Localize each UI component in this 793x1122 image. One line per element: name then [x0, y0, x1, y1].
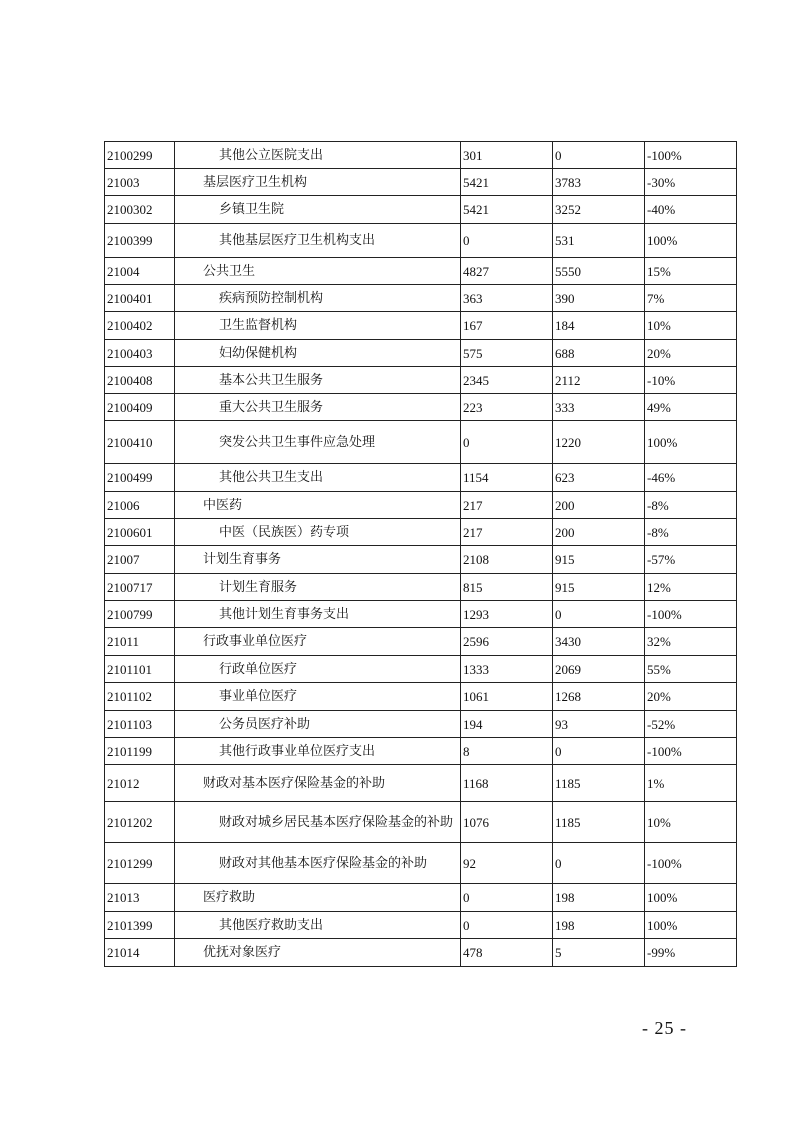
change-percent-cell: -40%	[645, 196, 737, 224]
prior-year-amount-cell: 2108	[461, 546, 553, 574]
change-percent-cell: -100%	[645, 738, 737, 765]
current-year-amount-cell: 3252	[553, 196, 645, 224]
table-row	[105, 519, 737, 546]
table-row	[105, 224, 737, 258]
change-percent-cell: -100%	[645, 601, 737, 628]
prior-year-amount-cell: 0	[461, 421, 553, 464]
prior-year-amount-cell: 1154	[461, 464, 553, 492]
table-row	[105, 884, 737, 912]
table-row	[105, 738, 737, 765]
change-percent-cell: 20%	[645, 340, 737, 367]
table-row	[105, 142, 737, 169]
account-name-cell: 医疗救助	[175, 884, 461, 912]
prior-year-amount-cell: 575	[461, 340, 553, 367]
account-name-cell: 公共卫生	[175, 258, 461, 285]
account-code-cell: 2100799	[105, 601, 175, 628]
current-year-amount-cell: 5550	[553, 258, 645, 285]
current-year-amount-cell: 5	[553, 939, 645, 967]
current-year-amount-cell: 2069	[553, 656, 645, 683]
budget-table	[104, 141, 737, 967]
account-name-cell: 财政对其他基本医疗保险基金的补助	[175, 843, 461, 884]
change-percent-cell: -46%	[645, 464, 737, 492]
prior-year-amount-cell: 217	[461, 492, 553, 519]
change-percent-cell: 15%	[645, 258, 737, 285]
prior-year-amount-cell: 92	[461, 843, 553, 884]
prior-year-amount-cell: 8	[461, 738, 553, 765]
current-year-amount-cell: 390	[553, 285, 645, 312]
change-percent-cell: -100%	[645, 142, 737, 169]
table-row	[105, 802, 737, 843]
account-name-cell: 财政对城乡居民基本医疗保险基金的补助	[175, 802, 461, 843]
account-name-cell: 其他行政事业单位医疗支出	[175, 738, 461, 765]
account-code-cell: 21003	[105, 169, 175, 196]
change-percent-cell: 100%	[645, 884, 737, 912]
table-row	[105, 601, 737, 628]
account-name-cell: 乡镇卫生院	[175, 196, 461, 224]
table-row	[105, 340, 737, 367]
table-row	[105, 258, 737, 285]
table-row	[105, 711, 737, 738]
current-year-amount-cell: 198	[553, 884, 645, 912]
prior-year-amount-cell: 1168	[461, 765, 553, 802]
prior-year-amount-cell: 1061	[461, 683, 553, 711]
current-year-amount-cell: 184	[553, 312, 645, 340]
account-code-cell: 2101103	[105, 711, 175, 738]
prior-year-amount-cell: 1076	[461, 802, 553, 843]
account-name-cell: 重大公共卫生服务	[175, 394, 461, 421]
table-row	[105, 939, 737, 967]
account-name-cell: 疾病预防控制机构	[175, 285, 461, 312]
prior-year-amount-cell: 194	[461, 711, 553, 738]
account-name-cell: 优抚对象医疗	[175, 939, 461, 967]
account-code-cell: 2100299	[105, 142, 175, 169]
table-row	[105, 394, 737, 421]
account-code-cell: 21006	[105, 492, 175, 519]
prior-year-amount-cell: 2596	[461, 628, 553, 656]
account-name-cell: 基层医疗卫生机构	[175, 169, 461, 196]
current-year-amount-cell: 0	[553, 738, 645, 765]
account-code-cell: 21011	[105, 628, 175, 656]
change-percent-cell: -100%	[645, 843, 737, 884]
current-year-amount-cell: 333	[553, 394, 645, 421]
page-number: - 25 -	[642, 1018, 687, 1038]
change-percent-cell: 100%	[645, 912, 737, 939]
change-percent-cell: 1%	[645, 765, 737, 802]
change-percent-cell: 100%	[645, 421, 737, 464]
table-row	[105, 656, 737, 683]
prior-year-amount-cell: 5421	[461, 196, 553, 224]
current-year-amount-cell: 0	[553, 843, 645, 884]
change-percent-cell: -57%	[645, 546, 737, 574]
current-year-amount-cell: 1185	[553, 802, 645, 843]
account-code-cell: 21007	[105, 546, 175, 574]
account-name-cell: 中医（民族医）药专项	[175, 519, 461, 546]
account-code-cell: 2100403	[105, 340, 175, 367]
current-year-amount-cell: 200	[553, 492, 645, 519]
table-row	[105, 843, 737, 884]
prior-year-amount-cell: 5421	[461, 169, 553, 196]
prior-year-amount-cell: 0	[461, 224, 553, 258]
prior-year-amount-cell: 301	[461, 142, 553, 169]
prior-year-amount-cell: 223	[461, 394, 553, 421]
current-year-amount-cell: 688	[553, 340, 645, 367]
table-row	[105, 492, 737, 519]
current-year-amount-cell: 915	[553, 546, 645, 574]
current-year-amount-cell: 2112	[553, 367, 645, 394]
account-name-cell: 财政对基本医疗保险基金的补助	[175, 765, 461, 802]
account-code-cell: 2100401	[105, 285, 175, 312]
prior-year-amount-cell: 167	[461, 312, 553, 340]
account-name-cell: 行政单位医疗	[175, 656, 461, 683]
account-code-cell: 2100410	[105, 421, 175, 464]
change-percent-cell: 49%	[645, 394, 737, 421]
account-code-cell: 2101102	[105, 683, 175, 711]
change-percent-cell: -8%	[645, 519, 737, 546]
table-row	[105, 312, 737, 340]
change-percent-cell: 10%	[645, 312, 737, 340]
change-percent-cell: 100%	[645, 224, 737, 258]
account-code-cell: 2101399	[105, 912, 175, 939]
account-code-cell: 2100717	[105, 574, 175, 601]
current-year-amount-cell: 198	[553, 912, 645, 939]
current-year-amount-cell: 1220	[553, 421, 645, 464]
account-name-cell: 基本公共卫生服务	[175, 367, 461, 394]
account-code-cell: 21014	[105, 939, 175, 967]
table-row	[105, 765, 737, 802]
current-year-amount-cell: 3783	[553, 169, 645, 196]
current-year-amount-cell: 1185	[553, 765, 645, 802]
prior-year-amount-cell: 0	[461, 912, 553, 939]
current-year-amount-cell: 0	[553, 142, 645, 169]
account-name-cell: 其他公共卫生支出	[175, 464, 461, 492]
current-year-amount-cell: 3430	[553, 628, 645, 656]
current-year-amount-cell: 531	[553, 224, 645, 258]
account-code-cell: 2100408	[105, 367, 175, 394]
account-code-cell: 2101202	[105, 802, 175, 843]
account-name-cell: 计划生育服务	[175, 574, 461, 601]
table-row	[105, 628, 737, 656]
prior-year-amount-cell: 1333	[461, 656, 553, 683]
account-code-cell: 21013	[105, 884, 175, 912]
change-percent-cell: 20%	[645, 683, 737, 711]
account-name-cell: 中医药	[175, 492, 461, 519]
account-code-cell: 2101101	[105, 656, 175, 683]
change-percent-cell: -30%	[645, 169, 737, 196]
account-name-cell: 其他基层医疗卫生机构支出	[175, 224, 461, 258]
account-name-cell: 卫生监督机构	[175, 312, 461, 340]
change-percent-cell: 55%	[645, 656, 737, 683]
table-row	[105, 683, 737, 711]
change-percent-cell: -99%	[645, 939, 737, 967]
account-code-cell: 2101299	[105, 843, 175, 884]
table-row	[105, 367, 737, 394]
account-name-cell: 其他医疗救助支出	[175, 912, 461, 939]
current-year-amount-cell: 200	[553, 519, 645, 546]
change-percent-cell: -52%	[645, 711, 737, 738]
change-percent-cell: 12%	[645, 574, 737, 601]
account-name-cell: 妇幼保健机构	[175, 340, 461, 367]
account-code-cell: 21012	[105, 765, 175, 802]
table-row	[105, 464, 737, 492]
change-percent-cell: -10%	[645, 367, 737, 394]
prior-year-amount-cell: 478	[461, 939, 553, 967]
table-row	[105, 546, 737, 574]
prior-year-amount-cell: 1293	[461, 601, 553, 628]
account-name-cell: 计划生育事务	[175, 546, 461, 574]
prior-year-amount-cell: 363	[461, 285, 553, 312]
account-code-cell: 2100402	[105, 312, 175, 340]
account-code-cell: 2100499	[105, 464, 175, 492]
change-percent-cell: 7%	[645, 285, 737, 312]
change-percent-cell: 32%	[645, 628, 737, 656]
prior-year-amount-cell: 815	[461, 574, 553, 601]
table-row	[105, 196, 737, 224]
account-code-cell: 2101199	[105, 738, 175, 765]
account-name-cell: 其他公立医院支出	[175, 142, 461, 169]
account-name-cell: 行政事业单位医疗	[175, 628, 461, 656]
account-name-cell: 事业单位医疗	[175, 683, 461, 711]
change-percent-cell: -8%	[645, 492, 737, 519]
current-year-amount-cell: 93	[553, 711, 645, 738]
prior-year-amount-cell: 217	[461, 519, 553, 546]
current-year-amount-cell: 1268	[553, 683, 645, 711]
table-row	[105, 421, 737, 464]
account-code-cell: 21004	[105, 258, 175, 285]
prior-year-amount-cell: 2345	[461, 367, 553, 394]
account-name-cell: 公务员医疗补助	[175, 711, 461, 738]
table-row	[105, 285, 737, 312]
account-code-cell: 2100302	[105, 196, 175, 224]
table-row	[105, 912, 737, 939]
current-year-amount-cell: 0	[553, 601, 645, 628]
account-code-cell: 2100601	[105, 519, 175, 546]
budget-table-body	[105, 142, 737, 967]
prior-year-amount-cell: 0	[461, 884, 553, 912]
current-year-amount-cell: 623	[553, 464, 645, 492]
account-name-cell: 突发公共卫生事件应急处理	[175, 421, 461, 464]
account-name-cell: 其他计划生育事务支出	[175, 601, 461, 628]
table-row	[105, 574, 737, 601]
current-year-amount-cell: 915	[553, 574, 645, 601]
table-row	[105, 169, 737, 196]
account-code-cell: 2100399	[105, 224, 175, 258]
account-code-cell: 2100409	[105, 394, 175, 421]
prior-year-amount-cell: 4827	[461, 258, 553, 285]
change-percent-cell: 10%	[645, 802, 737, 843]
